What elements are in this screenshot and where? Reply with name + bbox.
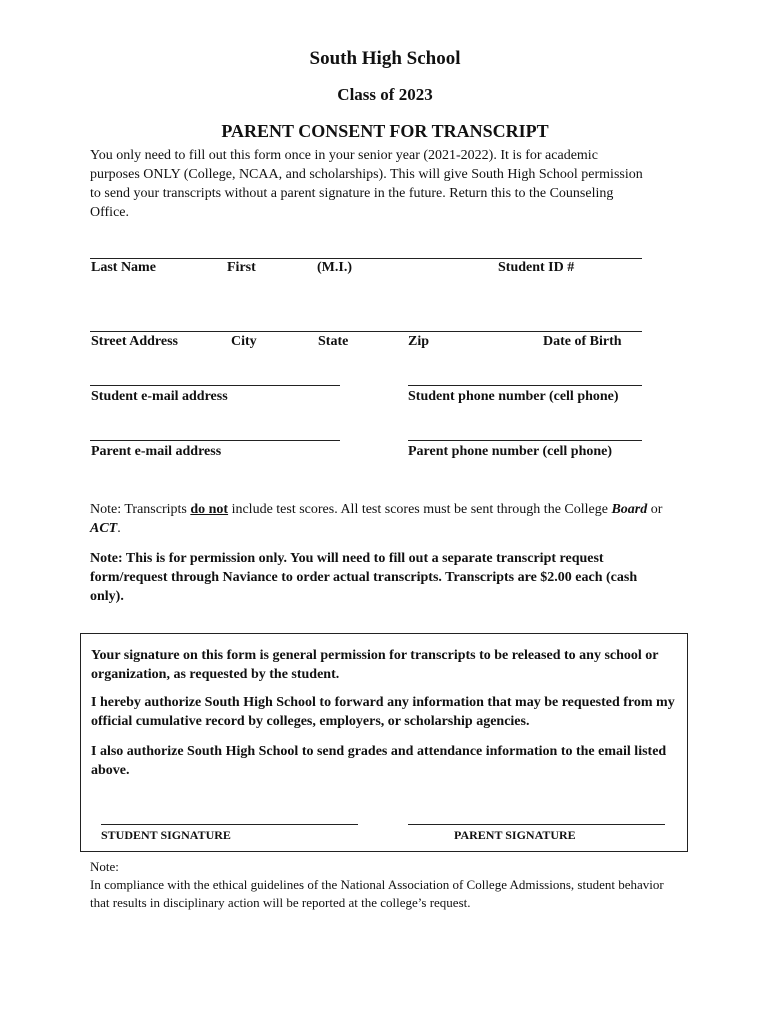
student-signature-label: STUDENT SIGNATURE — [101, 828, 231, 842]
parent-signature-label: PARENT SIGNATURE — [454, 828, 576, 842]
parent-signature-line[interactable] — [408, 824, 665, 825]
footer-note-text: In compliance with the ethical guidelines of the National Association of College Admissions, student behavior that results in disciplinary action will be reported at the college’s request. — [90, 877, 664, 910]
consent-paragraph-1: Your signature on this form is general permission for transcripts to be released to any school or organization, as requested by the student. — [91, 648, 659, 682]
first-name-label: First — [227, 260, 256, 275]
consent-paragraph-3: I also authorize South High School to send grades and attendance information to the email listed above. — [91, 744, 667, 778]
school-name: South High School — [309, 48, 461, 69]
date-of-birth-label: Date of Birth — [543, 334, 622, 349]
student-phone-input-line[interactable] — [408, 385, 642, 386]
zip-label: Zip — [408, 334, 430, 349]
consent-paragraph-2: I hereby authorize South High School to forward any information that may be requested from my official cumulative record by colleges, employers, or scholarship agencies. — [91, 695, 675, 729]
act-emphasis: ACT — [90, 521, 118, 536]
student-id-label: Student ID # — [498, 260, 575, 275]
intro-paragraph: You only need to fill out this form once in your senior year (2021-2022). It is for academic purposes ONLY (College, NCAA, and scholarships). This will give South High School permission to send your transcripts without a parent signature in the future. Return this to the Counseling Office. — [90, 148, 643, 220]
street-address-label: Street Address — [91, 334, 178, 349]
footer-note-label: Note: — [90, 859, 119, 874]
student-signature-line[interactable] — [101, 824, 358, 825]
do-not-emphasis: do not — [190, 502, 229, 517]
last-name-label: Last Name — [91, 260, 156, 275]
name-input-line[interactable] — [90, 258, 642, 259]
test-scores-note — [90, 500, 670, 538]
form-title: PARENT CONSENT FOR TRANSCRIPT — [221, 121, 549, 141]
parent-phone-input-line[interactable] — [408, 440, 642, 441]
parent-email-input-line[interactable] — [90, 440, 340, 441]
consent-box — [80, 633, 688, 852]
parent-email-label: Parent e-mail address — [91, 444, 222, 459]
city-label: City — [231, 334, 257, 349]
student-phone-label: Student phone number (cell phone) — [408, 389, 619, 404]
student-email-input-line[interactable] — [90, 385, 340, 386]
note-text: include test scores. All test scores must be sent through the College — [228, 502, 612, 517]
state-label: State — [318, 334, 349, 349]
parent-phone-label: Parent phone number (cell phone) — [408, 444, 613, 459]
address-input-line[interactable] — [90, 331, 642, 332]
class-year: Class of 2023 — [337, 85, 433, 104]
board-emphasis: Board — [611, 502, 648, 517]
note-text: or — [647, 502, 663, 517]
note-text: . — [117, 521, 121, 536]
permission-note: Note: This is for permission only. You will need to fill out a separate transcript request form/request through Naviance to order actual transcripts. Transcripts are $2.00 each (cash only). — [90, 551, 638, 604]
student-email-label: Student e-mail address — [91, 389, 228, 404]
middle-initial-label: (M.I.) — [317, 260, 352, 275]
note-text: Note: Transcripts — [90, 502, 191, 517]
